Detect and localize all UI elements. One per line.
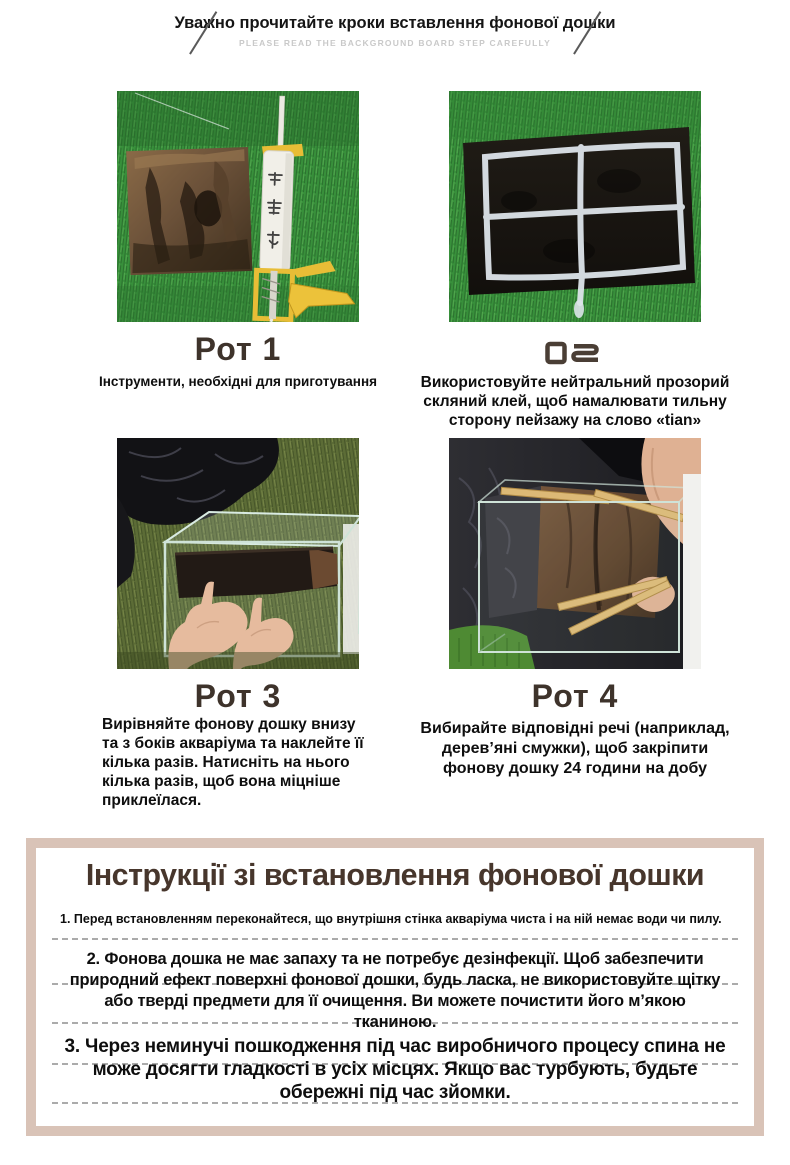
step-2-photo bbox=[449, 91, 701, 322]
step-3-description: Вирівняйте фонову дошку внизу та з боків акваріума та наклейте її кілька разів. Натисніть на нього кілька разів, щоб вона міцніше приклеїлася. bbox=[102, 716, 364, 809]
step-2-description: Використовуйте нейтральний прозорий скляний клей, щоб намалювати тильну сторону пейзажу на слово «tian» bbox=[420, 374, 730, 429]
instruction-item-3: 3. Через неминучі пошкодження під час виробничого процесу спина не може досягти гладкості в усіх місцях. Якщо вас турбують, будьте обережні під час зйомки. bbox=[64, 1036, 726, 1103]
step-1 bbox=[56, 91, 420, 438]
step-4-number: Рот 4 bbox=[531, 678, 619, 714]
step-2 bbox=[420, 91, 730, 438]
rock-board bbox=[126, 147, 252, 275]
instruction-item-1: 1. Перед встановленням переконайтеся, що внутрішня стінка акваріума чиста і на ній немає води чи пилу. bbox=[60, 912, 722, 926]
step-4-photo bbox=[449, 438, 701, 669]
step-3 bbox=[56, 438, 420, 808]
glass-tank bbox=[479, 480, 693, 652]
page-title: Уважно прочитайте кроки вставлення фонової дошки bbox=[174, 14, 616, 32]
grass-glue-gun-photo bbox=[117, 91, 359, 322]
header bbox=[0, 0, 790, 91]
step-3-photo bbox=[117, 438, 359, 669]
instructions-title: Інструкції зі встановлення фонової дошки bbox=[85, 857, 705, 892]
page-subtitle-en: PLEASE READ THE BACKGROUND BOARD STEP CAREFULLY bbox=[239, 38, 551, 48]
glue-grid-photo bbox=[449, 91, 701, 322]
step-1-description: Інструменти, необхідні для приготування bbox=[99, 374, 377, 389]
steps-grid bbox=[0, 91, 790, 808]
step-1-photo bbox=[117, 91, 359, 322]
aquarium-wooden-strips-photo bbox=[449, 438, 701, 669]
step-4 bbox=[420, 438, 730, 808]
instruction-item-2: 2. Фонова дошка не має запаху та не потребує дезінфекції. Щоб забезпечити природний ефект поверхні фонової дошки, будь ласка, не використовуйте щітку або тверді предмети для її очищення. Ви можете почистити його м’якою тканиною. bbox=[69, 950, 721, 1031]
step-2-number bbox=[543, 338, 607, 368]
dashed-divider bbox=[52, 938, 738, 940]
step-4-description: Вибирайте відповідні речі (наприклад, дерев’яні смужки), щоб закріпити фонову дошку 24 години на добу bbox=[420, 720, 730, 777]
aquarium-hands-photo bbox=[117, 438, 359, 669]
step-1-number: Рот 1 bbox=[194, 331, 282, 367]
installation-instructions-box bbox=[26, 838, 764, 1136]
step-3-number: Рот 3 bbox=[194, 678, 282, 714]
